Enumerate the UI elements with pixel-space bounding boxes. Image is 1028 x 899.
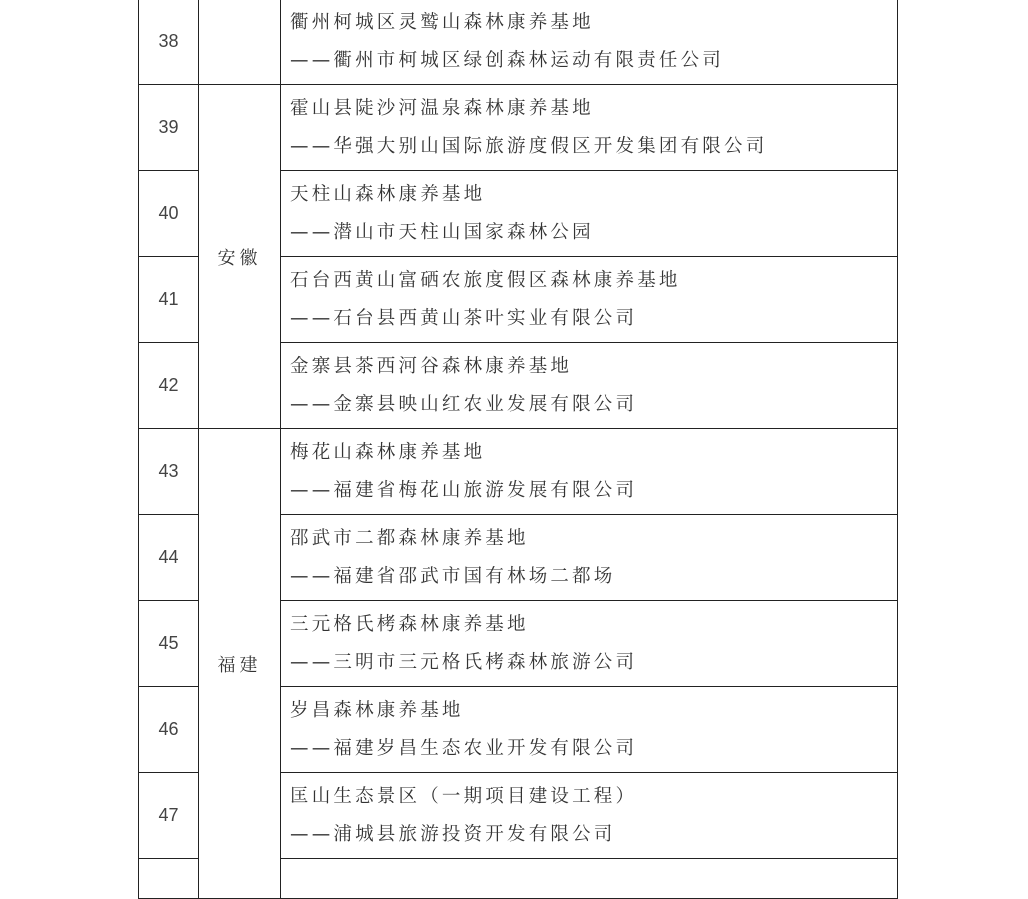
operator-company: ——潜山市天柱山国家森林公园: [290, 221, 594, 243]
base-cell: [281, 0, 898, 85]
operator-company: ——华强大别山国际旅游度假区开发集团有限公司: [290, 135, 768, 157]
province-cell-fujian: 福建: [199, 429, 281, 899]
base-cell: [281, 773, 898, 859]
base-name: 金寨县茶西河谷森林康养基地: [290, 355, 573, 377]
row-number: 43: [139, 429, 199, 515]
base-cell: [281, 429, 898, 515]
row-number: 42: [139, 343, 199, 429]
operator-company: ——三明市三元格氏栲森林旅游公司: [290, 651, 638, 673]
table-row: [139, 85, 898, 171]
row-number: 46: [139, 687, 199, 773]
base-cell: [281, 343, 898, 429]
base-cell-empty: [281, 859, 898, 899]
base-cell: [281, 85, 898, 171]
base-name: 三元格氏栲森林康养基地: [290, 613, 529, 635]
operator-company: ——石台县西黄山茶叶实业有限公司: [290, 307, 638, 329]
base-name: 天柱山森林康养基地: [290, 183, 486, 205]
operator-company: ——衢州市柯城区绿创森林运动有限责任公司: [290, 49, 725, 71]
operator-company: ——福建省邵武市国有林场二都场: [290, 565, 616, 587]
base-cell: [281, 601, 898, 687]
operator-company: ——福建岁昌生态农业开发有限公司: [290, 737, 638, 759]
base-name: 石台西黄山富硒农旅度假区森林康养基地: [290, 269, 681, 291]
province-cell-anhui: 安徽: [199, 85, 281, 429]
row-number: 47: [139, 773, 199, 859]
operator-company: ——浦城县旅游投资开发有限公司: [290, 823, 616, 845]
base-name: 梅花山森林康养基地: [290, 441, 486, 463]
row-number: 45: [139, 601, 199, 687]
base-cell: [281, 515, 898, 601]
table-row: [139, 429, 898, 515]
operator-company: ——金寨县映山红农业发展有限公司: [290, 393, 638, 415]
base-name: 霍山县陡沙河温泉森林康养基地: [290, 97, 594, 119]
row-number-empty: [139, 859, 199, 899]
base-name: 邵武市二都森林康养基地: [290, 527, 529, 549]
province-cell-empty: [199, 0, 281, 85]
forest-wellness-base-table: [138, 0, 898, 899]
table-row: [139, 0, 898, 85]
row-number: 44: [139, 515, 199, 601]
operator-company: ——福建省梅花山旅游发展有限公司: [290, 479, 638, 501]
base-name: 匡山生态景区（一期项目建设工程）: [290, 785, 638, 807]
row-number: 41: [139, 257, 199, 343]
base-name: 衢州柯城区灵鹫山森林康养基地: [290, 11, 594, 33]
row-number: 40: [139, 171, 199, 257]
base-cell: [281, 171, 898, 257]
row-number: 38: [139, 0, 199, 85]
base-name: 岁昌森林康养基地: [290, 699, 464, 721]
row-number: 39: [139, 85, 199, 171]
base-cell: [281, 257, 898, 343]
base-cell: [281, 687, 898, 773]
